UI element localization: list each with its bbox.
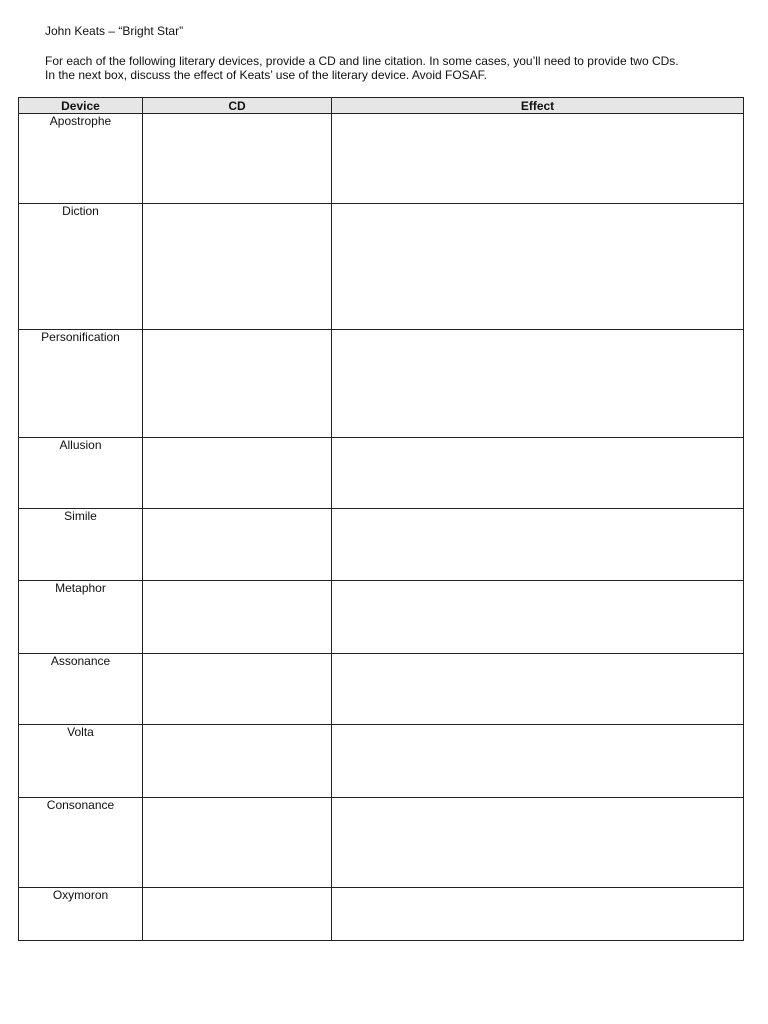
- device-name: Volta: [19, 725, 143, 798]
- device-name: Simile: [19, 509, 143, 581]
- device-name: Allusion: [19, 438, 143, 509]
- effect-cell[interactable]: [332, 204, 744, 330]
- table-row: [19, 438, 744, 509]
- device-name: Assonance: [19, 654, 143, 725]
- effect-cell[interactable]: [332, 725, 744, 798]
- cd-cell[interactable]: [143, 114, 332, 204]
- table-row: [19, 581, 744, 654]
- device-name: Oxymoron: [19, 888, 143, 941]
- device-name: Diction: [19, 204, 143, 330]
- cd-cell[interactable]: [143, 654, 332, 725]
- cd-cell[interactable]: [143, 330, 332, 438]
- cd-cell[interactable]: [143, 438, 332, 509]
- cd-cell[interactable]: [143, 725, 332, 798]
- effect-cell[interactable]: [332, 509, 744, 581]
- device-name: Consonance: [19, 798, 143, 888]
- instruction-line: For each of the following literary devices, provide a CD and line citation. In some cases, you’ll need to provide two CDs.: [45, 54, 679, 68]
- cd-cell[interactable]: [143, 204, 332, 330]
- table-row: [19, 330, 744, 438]
- effect-cell[interactable]: [332, 438, 744, 509]
- cd-cell[interactable]: [143, 581, 332, 654]
- column-header-device: Device: [19, 98, 143, 114]
- effect-cell[interactable]: [332, 581, 744, 654]
- effect-cell[interactable]: [332, 798, 744, 888]
- effect-cell[interactable]: [332, 330, 744, 438]
- table-row: [19, 114, 744, 204]
- worksheet-title: John Keats – “Bright Star”: [45, 24, 184, 38]
- effect-cell[interactable]: [332, 888, 744, 941]
- effect-cell[interactable]: [332, 654, 744, 725]
- effect-cell[interactable]: [332, 114, 744, 204]
- column-header-cd: CD: [143, 98, 332, 114]
- literary-devices-table: [18, 97, 744, 941]
- table-row: [19, 798, 744, 888]
- table-row: [19, 654, 744, 725]
- table-header-row: [19, 98, 744, 114]
- cd-cell[interactable]: [143, 798, 332, 888]
- instruction-line: In the next box, discuss the effect of Keats’ use of the literary device. Avoid FOSAF.: [45, 68, 488, 82]
- table-row: [19, 725, 744, 798]
- table-row: [19, 888, 744, 941]
- device-name: Apostrophe: [19, 114, 143, 204]
- column-header-effect: Effect: [332, 98, 744, 114]
- instructions: [45, 54, 679, 82]
- device-name: Personification: [19, 330, 143, 438]
- cd-cell[interactable]: [143, 509, 332, 581]
- device-name: Metaphor: [19, 581, 143, 654]
- table-row: [19, 509, 744, 581]
- table-row: [19, 204, 744, 330]
- cd-cell[interactable]: [143, 888, 332, 941]
